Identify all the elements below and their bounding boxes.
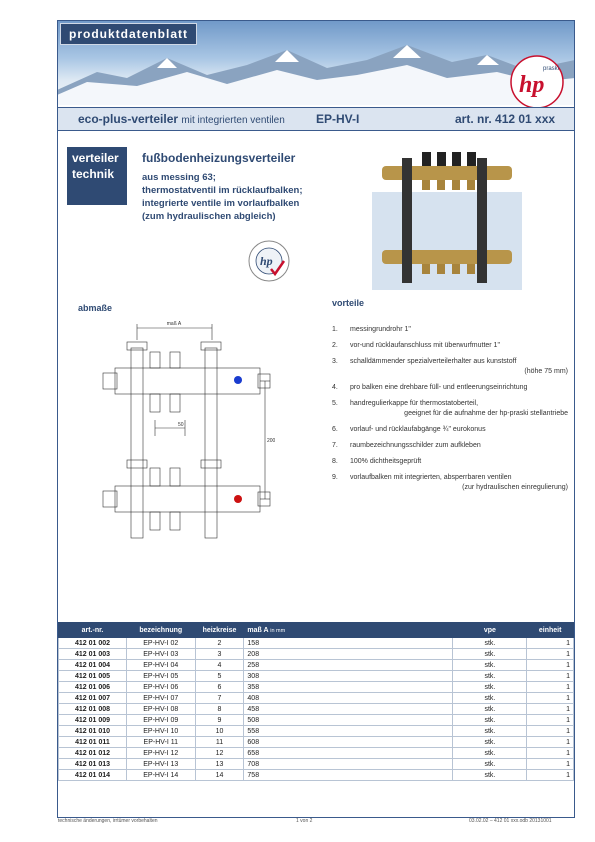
table-cell: EP-HV-I 11 <box>126 737 195 748</box>
quality-seal-icon <box>247 239 291 283</box>
table-cell: 1 <box>527 693 574 704</box>
table-cell: EP-HV-I 03 <box>126 649 195 660</box>
table-cell: 1 <box>527 649 574 660</box>
table-cell: 1 <box>527 737 574 748</box>
table-cell: 308 <box>244 671 453 682</box>
col-heizkreise: heizkreise <box>195 623 244 638</box>
table-cell: 658 <box>244 748 453 759</box>
table-cell: 5 <box>195 671 244 682</box>
dim-50: 50 <box>178 422 184 428</box>
table-cell: EP-HV-I 08 <box>126 704 195 715</box>
table-cell: 412 01 007 <box>59 693 127 704</box>
table-cell: 412 01 010 <box>59 726 127 737</box>
table-cell: EP-HV-I 06 <box>126 682 195 693</box>
col-vpe: vpe <box>453 623 527 638</box>
advantage-number: 8. <box>332 458 338 465</box>
advantage-item <box>332 474 568 491</box>
table-cell: 358 <box>244 682 453 693</box>
table-cell: 1 <box>527 726 574 737</box>
technical-drawing <box>95 318 275 553</box>
category-box <box>67 147 127 205</box>
table-cell: 412 01 003 <box>59 649 127 660</box>
advantage-text: vorlauf- und rücklaufabgänge ¾" eurokonus <box>350 426 486 433</box>
advantage-item <box>332 400 568 417</box>
advantage-text: handregulierkappe für thermostatoberteil, <box>350 400 479 407</box>
title-bar <box>58 107 574 131</box>
table-cell: stk. <box>453 649 527 660</box>
table-row <box>59 715 574 726</box>
advantages-list <box>332 326 568 500</box>
table-cell: EP-HV-I 14 <box>126 770 195 781</box>
table-cell: 412 01 014 <box>59 770 127 781</box>
description-line: thermostatventil im rücklaufbalken; <box>142 185 303 196</box>
table-cell: 8 <box>195 704 244 715</box>
advantage-text-continued: (zur hydraulischen einregulierung) <box>462 484 568 491</box>
table-cell: 1 <box>527 682 574 693</box>
table-row <box>59 671 574 682</box>
table-row <box>59 638 574 649</box>
advantage-text: vorlaufbalken mit integrierten, absperrbaren ventilen <box>350 474 512 481</box>
table-row <box>59 737 574 748</box>
return-marker-icon <box>234 495 242 503</box>
table-cell: 1 <box>527 715 574 726</box>
advantage-text: 100% dichtheitsgeprüft <box>350 458 422 465</box>
description-line: aus messing 63; <box>142 172 216 183</box>
advantage-number: 2. <box>332 342 338 349</box>
table-cell: 758 <box>244 770 453 781</box>
table-cell: 608 <box>244 737 453 748</box>
description-line: (zum hydraulischen abgleich) <box>142 211 276 222</box>
table-cell: stk. <box>453 748 527 759</box>
col-bezeichnung: bezeichnung <box>126 623 195 638</box>
table-cell: 2 <box>195 638 244 649</box>
table-cell: 458 <box>244 704 453 715</box>
table-cell: 7 <box>195 693 244 704</box>
footer-docref: 03.02.02 – 412 01 xxx.odb 20131001 <box>469 818 552 824</box>
table-row <box>59 748 574 759</box>
table-cell: 558 <box>244 726 453 737</box>
table-cell: stk. <box>453 660 527 671</box>
table-cell: 12 <box>195 748 244 759</box>
table-cell: 10 <box>195 726 244 737</box>
col-mass-a: maß A in mm <box>244 623 453 638</box>
advantage-item <box>332 458 568 465</box>
table-cell: 1 <box>527 638 574 649</box>
dim-mass-a: maß A <box>166 321 182 327</box>
table-cell: 708 <box>244 759 453 770</box>
product-photo <box>372 148 522 290</box>
category-line-2: technik <box>72 167 115 181</box>
advantage-number: 4. <box>332 384 338 391</box>
svg-text:hp: hp <box>519 72 545 98</box>
product-description <box>142 171 302 223</box>
table-cell: stk. <box>453 638 527 649</box>
advantage-item <box>332 326 568 333</box>
table-cell: 412 01 011 <box>59 737 127 748</box>
table-cell: stk. <box>453 704 527 715</box>
article-number: art. nr. 412 01 xxx <box>455 112 556 126</box>
document-type-tag: produktdatenblatt <box>60 23 197 45</box>
table-cell: stk. <box>453 770 527 781</box>
advantage-item <box>332 442 568 449</box>
advantage-item <box>332 358 568 375</box>
table-row <box>59 704 574 715</box>
table-cell: 412 01 008 <box>59 704 127 715</box>
table-cell: 11 <box>195 737 244 748</box>
advantage-text-continued: (höhe 75 mm) <box>524 368 568 375</box>
table-cell: 1 <box>527 770 574 781</box>
table-cell: EP-HV-I 07 <box>126 693 195 704</box>
table-cell: 1 <box>527 759 574 770</box>
table-row <box>59 660 574 671</box>
table-cell: 412 01 012 <box>59 748 127 759</box>
advantage-item <box>332 426 568 433</box>
dim-200: 200 <box>267 438 275 444</box>
table-cell: 1 <box>527 704 574 715</box>
product-heading: fußbodenheizungsverteiler <box>142 151 296 165</box>
table-cell: stk. <box>453 737 527 748</box>
footer-page: 1 von 2 <box>296 818 313 824</box>
table-row <box>59 682 574 693</box>
product-table <box>58 622 574 781</box>
advantage-text: schalldämmender spezialverteilerhalter aus kunststoff <box>350 358 517 365</box>
advantage-text: messingrundrohr 1" <box>350 326 411 333</box>
table-cell: stk. <box>453 682 527 693</box>
advantage-text: raumbezeichnungsschilder zum aufkleben <box>350 442 481 449</box>
table-cell: 4 <box>195 660 244 671</box>
table-cell: 412 01 004 <box>59 660 127 671</box>
table-cell: 1 <box>527 671 574 682</box>
advantage-item <box>332 384 568 391</box>
table-cell: 158 <box>244 638 453 649</box>
table-cell: 1 <box>527 748 574 759</box>
svg-text:hp: hp <box>260 254 273 268</box>
advantage-number: 5. <box>332 400 338 407</box>
table-cell: 13 <box>195 759 244 770</box>
table-cell: 1 <box>527 660 574 671</box>
table-cell: stk. <box>453 715 527 726</box>
footer-disclaimer: technische änderungen, irrtümer vorbehalten <box>58 818 158 824</box>
table-cell: 412 01 005 <box>59 671 127 682</box>
table-cell: 508 <box>244 715 453 726</box>
table-cell: 9 <box>195 715 244 726</box>
table-cell: 14 <box>195 770 244 781</box>
category-line-1: verteiler <box>72 151 119 165</box>
table-row <box>59 759 574 770</box>
advantage-text-continued: geeignet für die aufnahme der hp-praski stellantriebe <box>404 410 568 417</box>
table-cell: stk. <box>453 759 527 770</box>
table-cell: EP-HV-I 12 <box>126 748 195 759</box>
advantage-text: vor-und rücklaufanschluss mit überwurfmutter 1" <box>350 342 500 349</box>
svg-text:praski: praski <box>543 66 560 72</box>
table-cell: 412 01 013 <box>59 759 127 770</box>
dimensions-label: abmaße <box>78 303 113 313</box>
table-row <box>59 726 574 737</box>
table-cell: EP-HV-I 05 <box>126 671 195 682</box>
table-cell: EP-HV-I 13 <box>126 759 195 770</box>
table-cell: 6 <box>195 682 244 693</box>
table-cell: 412 01 006 <box>59 682 127 693</box>
table-row <box>59 649 574 660</box>
table-cell: EP-HV-I 04 <box>126 660 195 671</box>
hp-praski-logo <box>505 52 575 112</box>
table-cell: EP-HV-I 02 <box>126 638 195 649</box>
table-row <box>59 693 574 704</box>
table-cell: 208 <box>244 649 453 660</box>
col-einheit: einheit <box>527 623 574 638</box>
table-cell: EP-HV-I 10 <box>126 726 195 737</box>
description-line: integrierte ventile im vorlaufbalken <box>142 198 300 209</box>
advantage-number: 1. <box>332 326 338 333</box>
advantage-item <box>332 342 568 349</box>
advantage-number: 6. <box>332 426 338 433</box>
advantage-number: 7. <box>332 442 338 449</box>
table-row <box>59 770 574 781</box>
advantages-title: vorteile <box>332 298 365 308</box>
table-cell: 408 <box>244 693 453 704</box>
table-cell: stk. <box>453 671 527 682</box>
table-cell: 412 01 002 <box>59 638 127 649</box>
table-cell: stk. <box>453 726 527 737</box>
col-artnr: art.-nr. <box>59 623 127 638</box>
advantage-text: pro balken eine drehbare füll- und entleerungseinrichtung <box>350 384 528 391</box>
table-header-row <box>59 623 574 638</box>
table-cell: stk. <box>453 693 527 704</box>
table-cell: 412 01 009 <box>59 715 127 726</box>
table-cell: 3 <box>195 649 244 660</box>
table-cell: 258 <box>244 660 453 671</box>
advantage-number: 9. <box>332 474 338 481</box>
product-name: eco-plus-verteiler mit integrierten ventilen <box>78 112 285 126</box>
flow-marker-icon <box>234 376 242 384</box>
product-code: EP-HV-I <box>316 112 360 126</box>
table-cell: EP-HV-I 09 <box>126 715 195 726</box>
advantage-number: 3. <box>332 358 338 365</box>
